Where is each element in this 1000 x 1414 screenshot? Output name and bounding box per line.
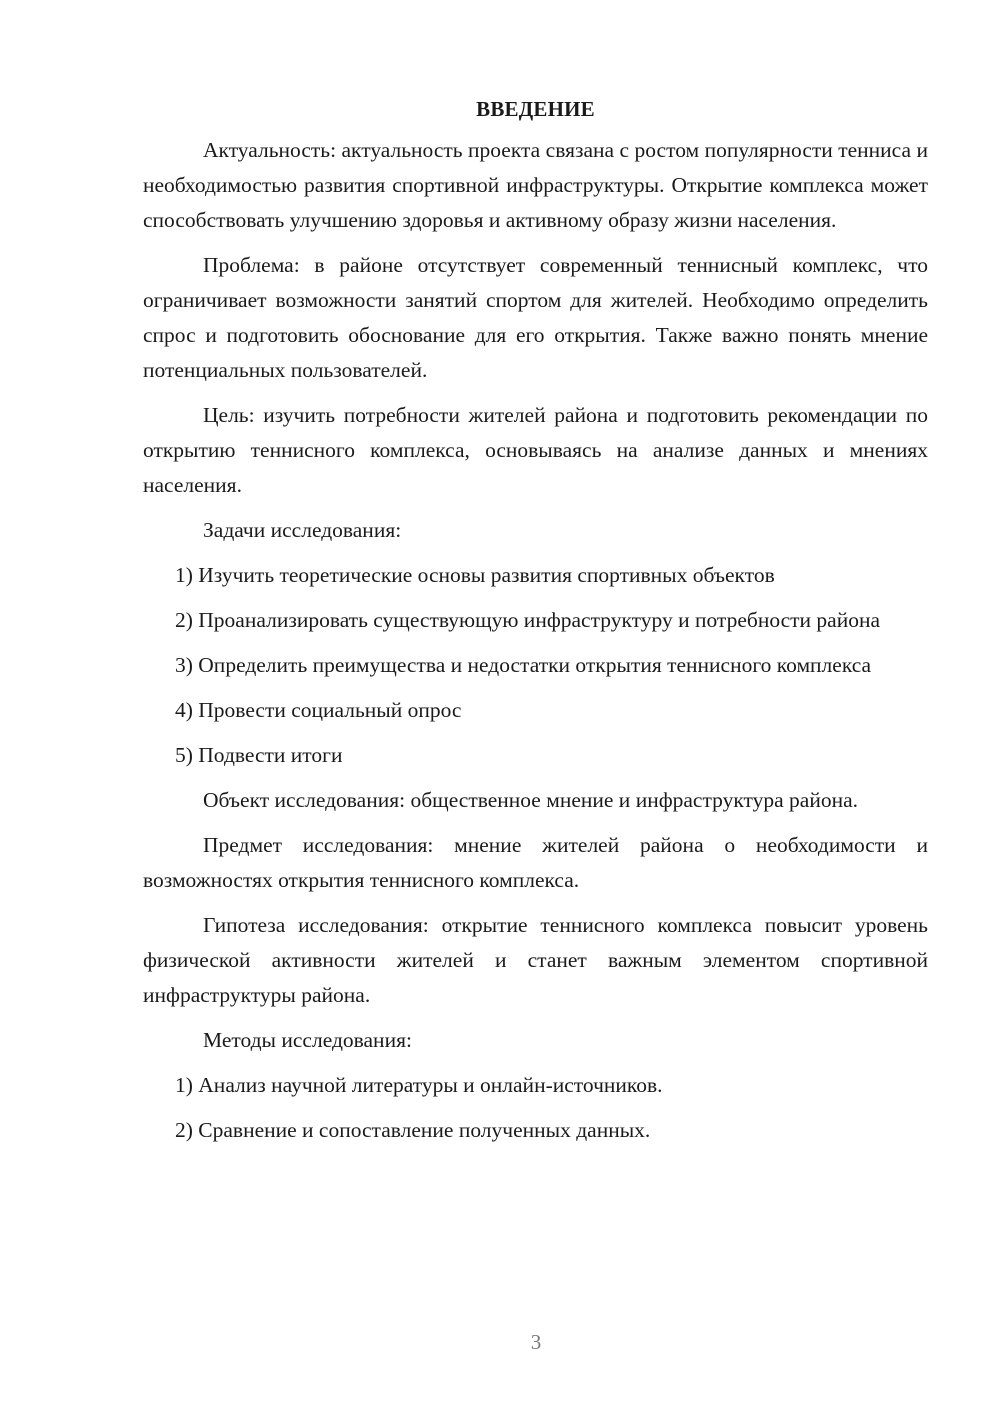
subject-paragraph: Предмет исследования: мнение жителей района о необходимости и возможностях открытия теннисного комплекса.	[143, 833, 928, 892]
hypothesis-paragraph: Гипотеза исследования: открытие теннисного комплекса повысит уровень физической активности жителей и станет важным элементом спортивной инфраструктуры района.	[143, 913, 928, 1007]
task-item: 1) Изучить теоретические основы развития спортивных объектов	[175, 563, 775, 587]
document-page	[143, 92, 928, 1158]
goal-paragraph: Цель: изучить потребности жителей района и подготовить рекомендации по открытию теннисного комплекса, основываясь на анализе данных и мнениях населения.	[143, 403, 928, 497]
task-item: 5) Подвести итоги	[175, 743, 343, 767]
relevance-paragraph: Актуальность: актуальность проекта связана с ростом популярности тенниса и необходимостью развития спортивной инфраструктуры. Открытие комплекса может способствовать улучшению здоровья и активному образу жизни населения.	[143, 138, 928, 232]
task-item: 4) Провести социальный опрос	[175, 698, 462, 722]
problem-paragraph: Проблема: в районе отсутствует современный теннисный комплекс, что ограничивает возможности занятий спортом для жителей. Необходимо определить спрос и подготовить обоснование для его открытия. Также важно понять мнение потенциальных пользователей.	[143, 253, 928, 382]
task-item: 2) Проанализировать существующую инфраструктуру и потребности района	[175, 608, 881, 632]
page-number: 3	[530, 1330, 542, 1354]
task-item: 3) Определить преимущества и недостатки открытия теннисного комплекса	[175, 653, 872, 677]
method-item: 1) Анализ научной литературы и онлайн-источников.	[175, 1073, 663, 1097]
tasks-heading: Задачи исследования:	[203, 518, 402, 542]
method-item: 2) Сравнение и сопоставление полученных данных.	[175, 1118, 651, 1142]
methods-heading: Методы исследования:	[203, 1028, 412, 1052]
section-title: ВВЕДЕНИЕ	[476, 97, 595, 121]
object-paragraph: Объект исследования: общественное мнение и инфраструктура района.	[203, 788, 859, 812]
